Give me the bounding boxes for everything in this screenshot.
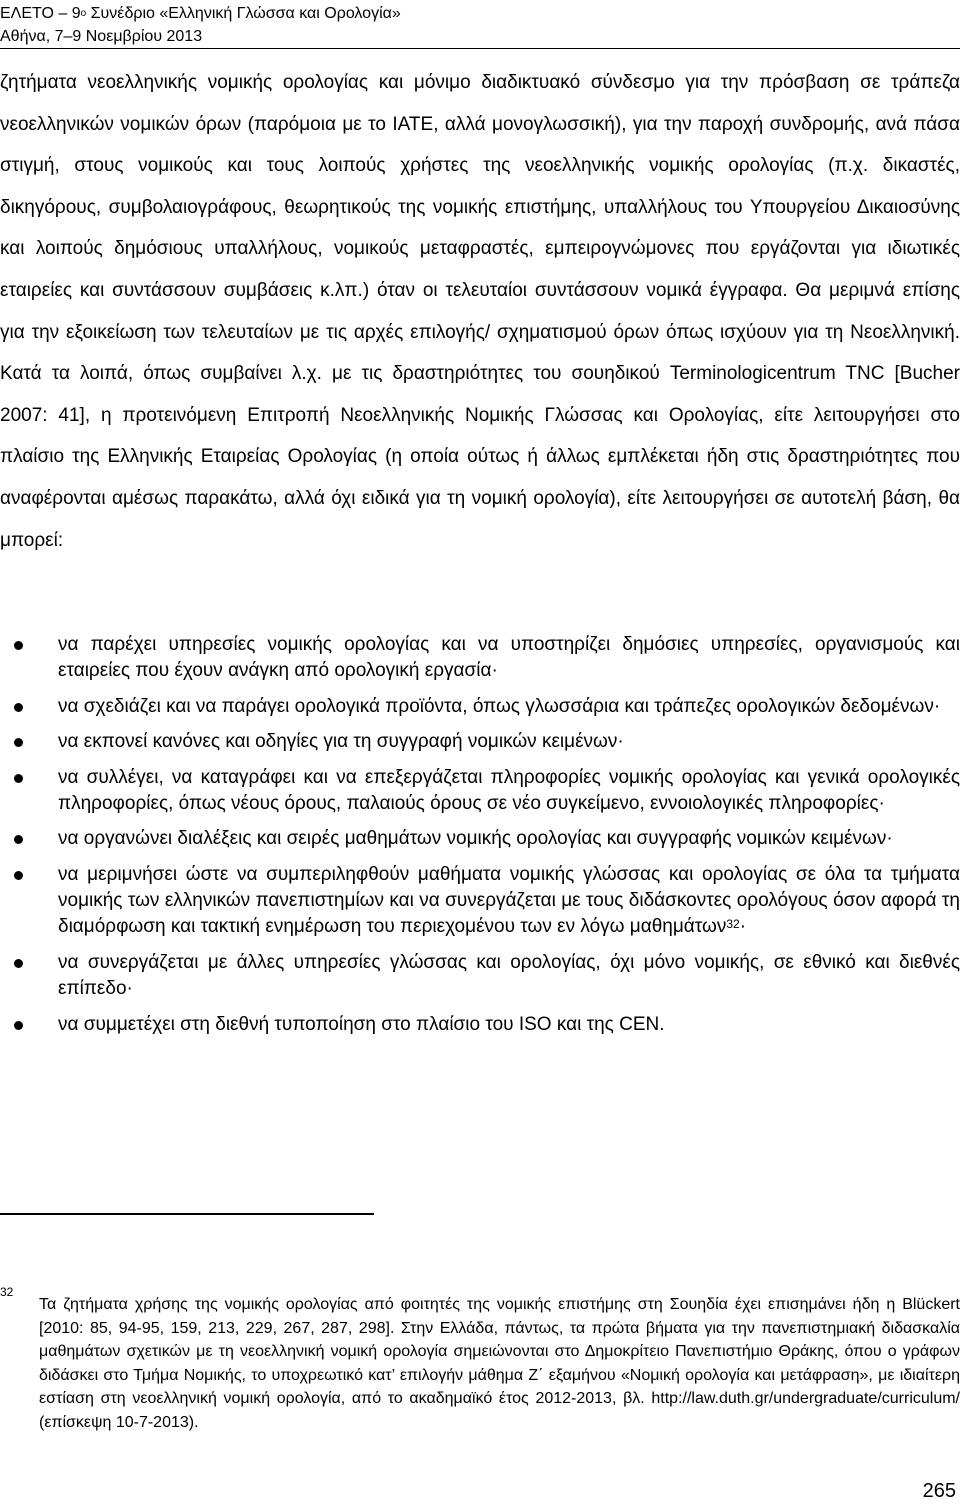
footnote-text: Τα ζητήματα χρήσης της νομικής ορολογίας από φοιτητές της νομικής επιστήμης στη Σουηδία έχει επισημάνει ήδη η Blückert [2010: 85, 94-95, 159, 213, 229, 267, 287, 298]. Στην Ελλάδα, πάντως, τα πρώτα βήματα για την πανεπιστημιακή διδασκαλία μαθημάτων σχετικών με τη νεοελληνική νομική ορολογία σημειώνονται στο Δημοκρίτειο Πανεπιστήμιο Θράκης, όπου ο γράφων διδάσκει στο Τμήμα Νομικής, το υποχρεωτικό κατ’ επιλογήν μάθημα Ζ΄ εξαμήνου «Νομική ορολογία και μετάφραση», με ιδιαίτερη εστίαση στη νεοελληνική νομική ορολογία, από το ακαδημαϊκό έτος 2012-2013, βλ. http://law.duth.gr/undergraduate/curriculum/ (επίσκεψη 10-7-2013).	[39, 1296, 960, 1431]
bullet-icon	[14, 959, 23, 968]
page-number: 265	[922, 1480, 956, 1502]
footnote-number: 32	[0, 1285, 14, 1299]
footnote-separator	[0, 1213, 374, 1215]
header-line-2: Αθήνα, 7–9 Νοεμβρίου 2013	[0, 28, 203, 45]
list-item: να εκπονεί κανόνες και οδηγίες για τη συγγραφή νομικών κειμένων·	[0, 729, 960, 755]
footnote	[0, 1285, 960, 1434]
running-header	[0, 3, 960, 49]
bullet-icon	[14, 703, 23, 712]
header-ordinal-sup: ο	[80, 8, 87, 19]
bullet-icon	[14, 871, 23, 880]
footnote-ref[interactable]: 32	[726, 916, 740, 931]
list-item: να σχεδιάζει και να παράγει ορολογικά προϊόντα, όπως γλωσσάρια και τράπεζες ορολογικών δεδομένων·	[0, 694, 960, 720]
list-item: να συμμετέχει στη διεθνή τυποποίηση στο πλαίσιο του ISO και της CEN.	[0, 1012, 960, 1038]
bullet-icon	[14, 835, 23, 844]
list-item: να οργανώνει διαλέξεις και σειρές μαθημάτων νομικής ορολογίας και συγγραφής νομικών κειμένων·	[0, 826, 960, 852]
bullet-icon	[14, 774, 23, 783]
header-conference-number: ΕΛΕΤΟ – 9	[0, 5, 81, 22]
list-item: να συνεργάζεται με άλλες υπηρεσίες γλώσσας και ορολογίας, όχι μόνο νομικής, σε εθνικό και διεθνές επίπεδο·	[0, 950, 960, 1002]
main-paragraph: ζητήματα νεοελληνικής νομικής ορολογίας και μόνιμο διαδικτυακό σύνδεσμο για την πρόσβαση σε τράπεζα νεοελληνικών νομικών όρων (παρόμοια με το IATE, αλλά μονογλωσσική), για την παροχή συνδρομής, ανά πάσα στιγμή, στους νομικούς και τους λοιπούς χρήστες της νεοελληνικής νομικής ορολογίας (π.χ. δικαστές, δικηγόρους, συμβολαιογράφους, θεωρητικούς της νομικής επιστήμης, υπαλλήλους του Υπουργείου Δικαιοσύνης και λοιπούς δημόσιους υπαλλήλους, νομικούς μεταφραστές, εμπειρογνώμονες που εργάζονται για ιδιωτικές εταιρείες και συντάσσουν συμβάσεις κ.λπ.) όταν οι τελευταίοι συντάσσουν νομικά έγγραφα. Θα μεριμνά επίσης για την εξοικείωση των τελευταίων με τις αρχές επιλογής/ σχηματισμού όρων όπως ισχύουν για τη Νεοελληνική. Κατά τα λοιπά, όπως συμβαίνει λ.χ. με τις δραστηριότητες του σουηδικού Terminologicentrum TNC [Bucher 2007: 41], η προτεινόμενη Επιτροπή Νεοελληνικής Νομικής Γλώσσας και Ορολογίας, είτε λειτουργήσει στο πλαίσιο της Ελληνικής Εταιρείας Ορολογίας (η οποία ούτως ή άλλως εμπλέκεται ήδη στις δραστηριότητες που αναφέρονται αμέσως παρακάτω, αλλά όχι ειδικά για τη νομική ορολογία), είτε λειτουργήσει σε αυτοτελή βάση, θα μπορεί:	[0, 72, 960, 551]
bullet-list	[0, 632, 960, 1047]
bullet-icon	[14, 738, 23, 747]
list-item: να μεριμνήσει ώστε να συμπεριληφθούν μαθήματα νομικής γλώσσας και ορολογίας σε όλα τα τμήματα νομικής των ελληνικών πανεπιστημίων και να συνεργάζεται με τους διδάσκοντες ορολόγους όσον αφορά τη διαμόρφωση και τακτική ενημέρωση του περιεχομένου των εν λόγω μαθημάτων$^{32}$·	[0, 862, 960, 941]
header-line-1	[0, 3, 960, 26]
header-divider	[0, 48, 960, 49]
bullet-icon	[14, 641, 23, 650]
list-item: να παρέχει υπηρεσίες νομικής ορολογίας και να υποστηρίζει δημόσιες υπηρεσίες, οργανισμούς και εταιρείες που έχουν ανάγκη από ορολογική εργασία·	[0, 632, 960, 684]
bullet-icon	[14, 1021, 23, 1030]
header-conference-title: Συνέδριο «Ελληνική Γλώσσα και Ορολογία»	[86, 5, 401, 22]
list-item: να συλλέγει, να καταγράφει και να επεξεργάζεται πληροφορίες νομικής ορολογίας και γενικά ορολογικές πληροφορίες, όπως νέους όρους, παλαιούς όρους σε νέο συγκείμενο, εννοιολογικές πληροφορίες·	[0, 765, 960, 817]
